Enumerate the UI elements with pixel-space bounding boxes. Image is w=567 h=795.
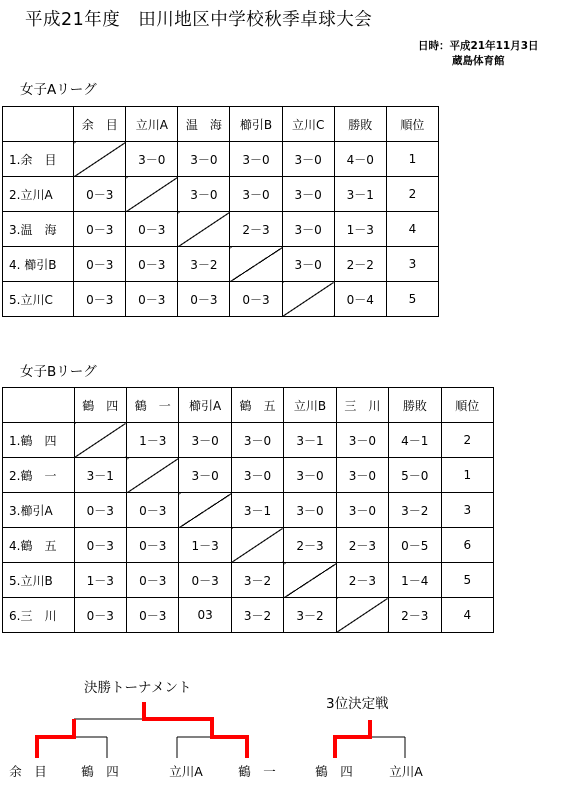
league-b-cell — [336, 598, 388, 633]
league-b-cell: 3－0 — [179, 458, 231, 493]
league-a-cell: 3－2 — [178, 247, 230, 282]
league-a-cell: 1 — [386, 142, 438, 177]
league-a-row — [3, 177, 439, 212]
league-b-team-label: 6.三 川 — [3, 598, 75, 633]
league-b-cell: 0－3 — [127, 598, 179, 633]
league-a-cell: 5 — [386, 282, 438, 317]
third-team-1: 鶴 四 — [315, 764, 353, 779]
league-a-header-cell — [3, 107, 74, 142]
league-b-title: 女子Bリーグ — [20, 364, 97, 380]
winner-path-third — [335, 720, 370, 758]
league-b-team-label: 4.鶴 五 — [3, 528, 75, 563]
league-a-cell: 4－0 — [334, 142, 386, 177]
league-a-cell: 0－3 — [74, 282, 126, 317]
league-a-team-label: 4. 櫛引B — [3, 247, 74, 282]
league-b-cell: 3－2 — [231, 563, 283, 598]
page-title: 平成21年度 田川地区中学校秋季卓球大会 — [25, 10, 373, 30]
league-a-header-cell: 立川C — [282, 107, 334, 142]
league-b-cell: 3 — [441, 493, 493, 528]
league-a-cell: 3－0 — [230, 142, 282, 177]
league-b-cell: 2－3 — [336, 563, 388, 598]
league-a-cell: 0－3 — [74, 177, 126, 212]
league-a-cell — [178, 212, 230, 247]
date-value: ：平成21年11月3日 — [439, 40, 539, 52]
league-a-cell: 0－3 — [126, 282, 178, 317]
league-b-cell: 2 — [441, 423, 493, 458]
league-a-cell: 3－0 — [282, 177, 334, 212]
league-a-header-cell: 余 目 — [74, 107, 126, 142]
league-b-header-cell: 鶴 一 — [127, 388, 179, 423]
league-a-cell: 3－0 — [282, 142, 334, 177]
league-a-cell: 0－3 — [126, 247, 178, 282]
league-a-cell: 2 — [386, 177, 438, 212]
league-a-cell: 3－0 — [178, 177, 230, 212]
league-b-cell: 3－2 — [284, 598, 336, 633]
event-meta — [418, 39, 539, 69]
league-b-cell: 0－3 — [74, 598, 126, 633]
league-a-cell: 2－3 — [230, 212, 282, 247]
league-b-cell: 3－2 — [231, 598, 283, 633]
league-a-team-label: 5.立川C — [3, 282, 74, 317]
league-b-team-label: 1.鶴 四 — [3, 423, 75, 458]
league-a-cell: 4 — [386, 212, 438, 247]
league-b-cell: 3－2 — [389, 493, 441, 528]
league-b-cell: 5－0 — [389, 458, 441, 493]
league-b-cell: 1－4 — [389, 563, 441, 598]
league-a-table — [2, 106, 439, 317]
league-b-table — [2, 387, 494, 633]
league-a-header-cell: 立川A — [126, 107, 178, 142]
league-b-cell — [179, 493, 231, 528]
final-team-2: 鶴 四 — [81, 764, 119, 779]
league-b-cell: 1 — [441, 458, 493, 493]
league-b-cell: 4 — [441, 598, 493, 633]
league-b-cell: 0－3 — [127, 563, 179, 598]
league-b-team-label: 5.立川B — [3, 563, 75, 598]
league-a-cell: 0－3 — [178, 282, 230, 317]
league-a-cell: 0－3 — [74, 247, 126, 282]
league-b-cell: 5 — [441, 563, 493, 598]
league-b-row — [3, 423, 494, 458]
league-b-cell: 3－0 — [231, 423, 283, 458]
league-a-cell: 0－3 — [126, 212, 178, 247]
league-b-row — [3, 458, 494, 493]
league-b-team-label: 2.鶴 一 — [3, 458, 75, 493]
league-a-cell: 1－3 — [334, 212, 386, 247]
league-a-cell: 3－0 — [178, 142, 230, 177]
venue: 蔵島体育館 — [452, 55, 505, 67]
league-a-cell: 3－0 — [282, 212, 334, 247]
league-a-cell: 3－1 — [334, 177, 386, 212]
league-b-row — [3, 528, 494, 563]
league-b-cell: 2－3 — [336, 528, 388, 563]
league-b-header-cell: 鶴 四 — [74, 388, 126, 423]
league-b-cell: 03 — [179, 598, 231, 633]
league-a-cell: 3－0 — [126, 142, 178, 177]
league-a-title: 女子Aリーグ — [20, 82, 97, 98]
league-b-cell: 6 — [441, 528, 493, 563]
league-b-cell: 0－3 — [127, 528, 179, 563]
league-b-cell: 3－0 — [284, 458, 336, 493]
league-b-row — [3, 598, 494, 633]
final-team-4: 鶴 一 — [238, 764, 276, 779]
league-a-header-row — [3, 107, 439, 142]
league-a-cell: 0－3 — [74, 212, 126, 247]
league-a-row — [3, 142, 439, 177]
league-b-cell — [231, 528, 283, 563]
league-b-row — [3, 563, 494, 598]
league-b-header-cell: 櫛引A — [179, 388, 231, 423]
league-b-cell: 3－0 — [284, 493, 336, 528]
league-b-cell: 1－3 — [179, 528, 231, 563]
league-a-team-label: 1.余 目 — [3, 142, 74, 177]
league-a-cell: 2－2 — [334, 247, 386, 282]
league-b-cell: 3－1 — [284, 423, 336, 458]
league-a-header-cell: 勝敗 — [334, 107, 386, 142]
league-a-team-label: 2.立川A — [3, 177, 74, 212]
third-place-title: 3位決定戦 — [326, 696, 389, 712]
final-team-3: 立川A — [169, 764, 203, 779]
league-a-row — [3, 212, 439, 247]
league-a-cell: 3 — [386, 247, 438, 282]
league-b-cell: 3－0 — [336, 458, 388, 493]
league-a-header-cell: 櫛引B — [230, 107, 282, 142]
league-a-cell — [74, 142, 126, 177]
league-b-cell: 4－1 — [389, 423, 441, 458]
winner-lines — [37, 702, 370, 758]
league-a-cell — [230, 247, 282, 282]
final-tournament-title: 決勝トーナメント — [84, 680, 192, 696]
league-b-cell — [127, 458, 179, 493]
league-b-cell: 1－3 — [127, 423, 179, 458]
league-b-cell: 0－3 — [74, 528, 126, 563]
league-b-cell: 2－3 — [284, 528, 336, 563]
league-b-cell: 3－0 — [336, 493, 388, 528]
third-team-2: 立川A — [389, 764, 423, 779]
league-b-cell: 1－3 — [74, 563, 126, 598]
league-b-cell: 3－0 — [336, 423, 388, 458]
league-b-team-label: 3.櫛引A — [3, 493, 75, 528]
league-b-cell — [284, 563, 336, 598]
league-b-cell — [74, 423, 126, 458]
league-a-cell: 3－0 — [230, 177, 282, 212]
league-b-header-cell — [3, 388, 75, 423]
league-b-cell: 2－3 — [389, 598, 441, 633]
league-b-cell: 0－3 — [74, 493, 126, 528]
league-b-header-cell: 順位 — [441, 388, 493, 423]
league-b-cell: 3－0 — [231, 458, 283, 493]
league-a-header-cell: 温 海 — [178, 107, 230, 142]
league-b-cell: 3－0 — [179, 423, 231, 458]
league-b-header-row — [3, 388, 494, 423]
league-b-cell: 0－5 — [389, 528, 441, 563]
league-a-row — [3, 247, 439, 282]
league-a-cell: 0－4 — [334, 282, 386, 317]
league-a-cell: 0－3 — [230, 282, 282, 317]
league-b-cell: 3－1 — [74, 458, 126, 493]
winner-path-left — [37, 719, 74, 758]
league-b-header-cell: 鶴 五 — [231, 388, 283, 423]
league-a-team-label: 3.温 海 — [3, 212, 74, 247]
league-b-header-cell: 勝敗 — [389, 388, 441, 423]
league-b-header-cell: 三 川 — [336, 388, 388, 423]
bracket-diagram — [0, 700, 567, 795]
final-team-1: 余 目 — [9, 764, 47, 779]
league-b-header-cell: 立川B — [284, 388, 336, 423]
league-a-header-cell: 順位 — [386, 107, 438, 142]
date-line — [418, 39, 539, 54]
league-b-cell: 3－1 — [231, 493, 283, 528]
league-a-cell — [126, 177, 178, 212]
league-a-cell: 3－0 — [282, 247, 334, 282]
winner-path-right — [144, 702, 247, 758]
league-a-cell — [282, 282, 334, 317]
league-a-row — [3, 282, 439, 317]
league-b-row — [3, 493, 494, 528]
date-label: 日時 — [418, 40, 439, 52]
league-b-cell: 0－3 — [179, 563, 231, 598]
league-b-cell: 0－3 — [127, 493, 179, 528]
